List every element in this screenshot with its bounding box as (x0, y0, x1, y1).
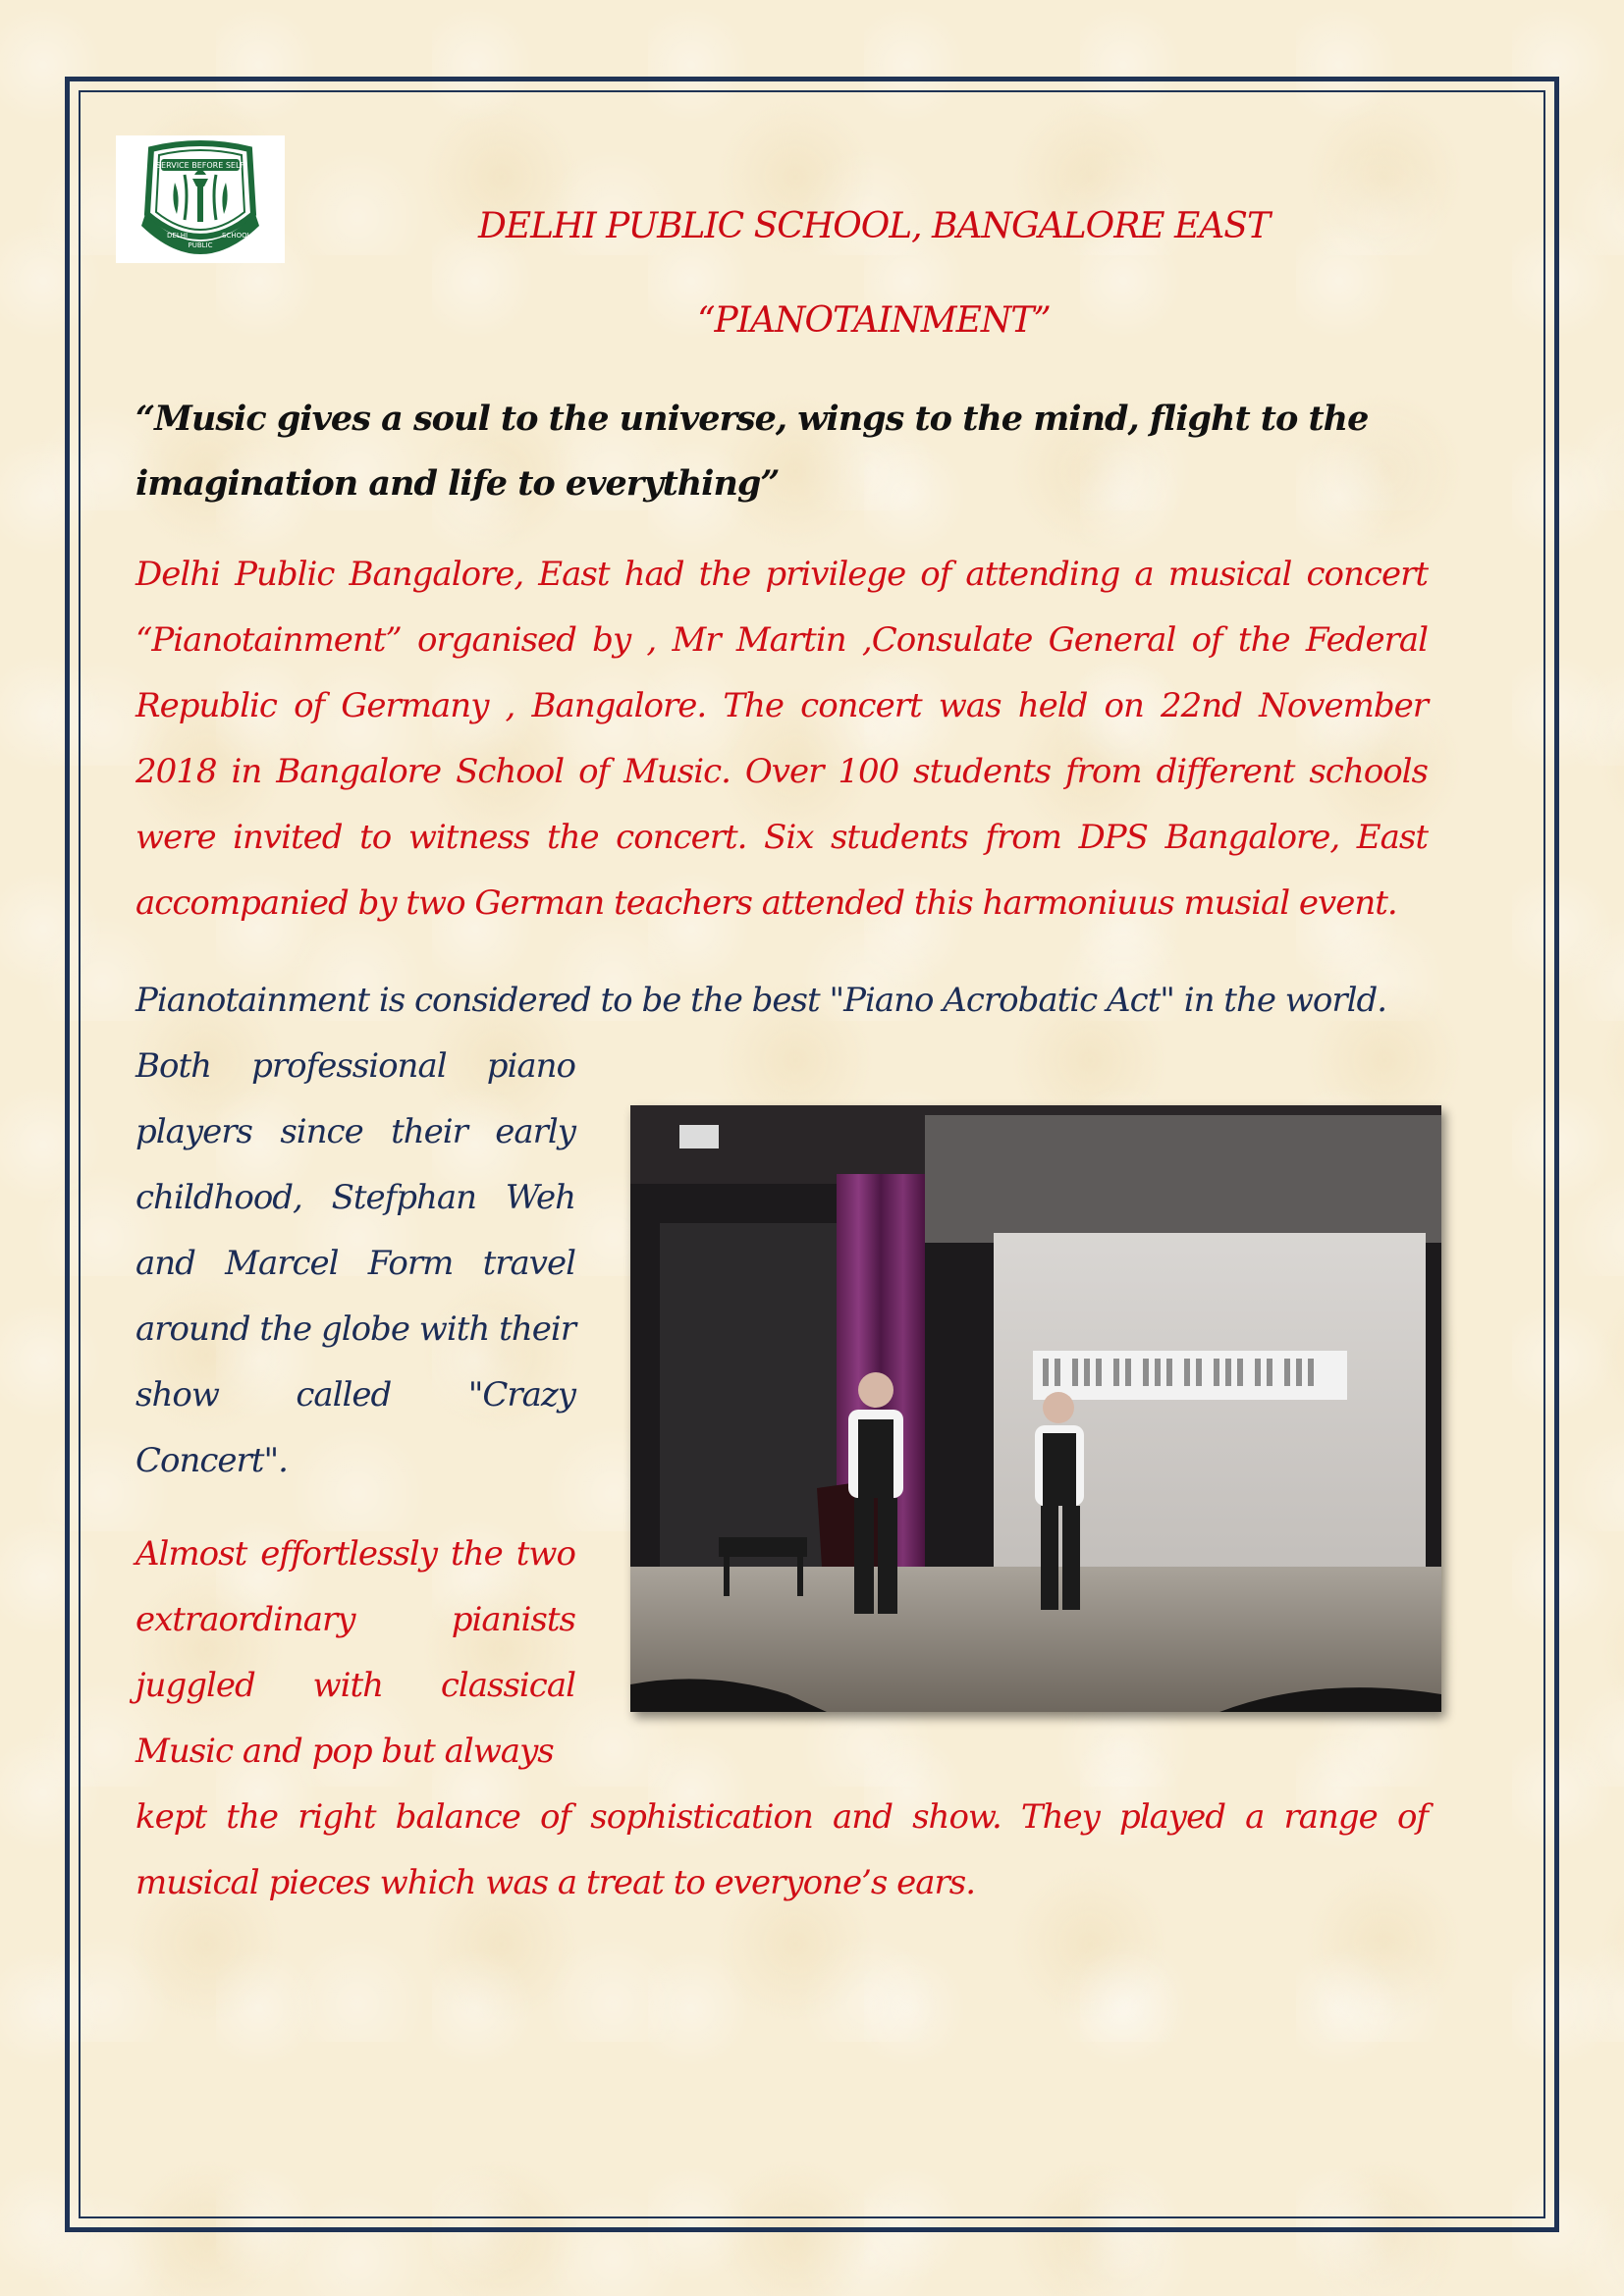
acrobatic-act-paragraph: Pianotainment is considered to be the best "Piano Acrobatic Act" in the world. (135, 981, 1387, 1020)
school-logo (116, 135, 285, 263)
music-quote: “Music gives a soul to the universe, wings to the mind, flight to the imagination and life to everything” (135, 399, 1369, 504)
svg-text:PUBLIC: PUBLIC (188, 241, 213, 249)
effortless-paragraph: Almost effortlessly the two extraordinary pianists juggled with classical Music and pop but always (135, 1534, 575, 1771)
concert-photo (630, 1105, 1441, 1712)
intro-paragraph: Delhi Public Bangalore, East had the privilege of attending a musical concert “Pianotainment” organised by , Mr Martin ,Consulate General of the Federal Republic of Germany , Bangalore. The concert was held on 22nd November 2018 in Bangalore School of Music. Over 100 students from different schools were invited to witness the concert. Six students from DPS Bangalore, East accompanied by two German teachers attended this harmoniuus musial event. (135, 555, 1428, 923)
school-name-heading: DELHI PUBLIC SCHOOL, BANGALORE EAST (478, 206, 1270, 246)
event-title-heading: “PIANOTAINMENT” (697, 300, 1051, 341)
svg-text:SERVICE BEFORE SELF: SERVICE BEFORE SELF (155, 161, 245, 170)
performers-paragraph: Both professional piano players since their early childhood, Stefphan Weh and Marcel Form travel around the globe with their show called "Crazy Concert". (135, 1046, 575, 1480)
svg-text:SCHOOL: SCHOOL (222, 232, 251, 240)
svg-text:DELHI: DELHI (167, 232, 189, 240)
balance-paragraph: kept the right balance of sophistication and show. They played a range of musical pieces which was a treat to everyone’s ears. (135, 1797, 1428, 1902)
